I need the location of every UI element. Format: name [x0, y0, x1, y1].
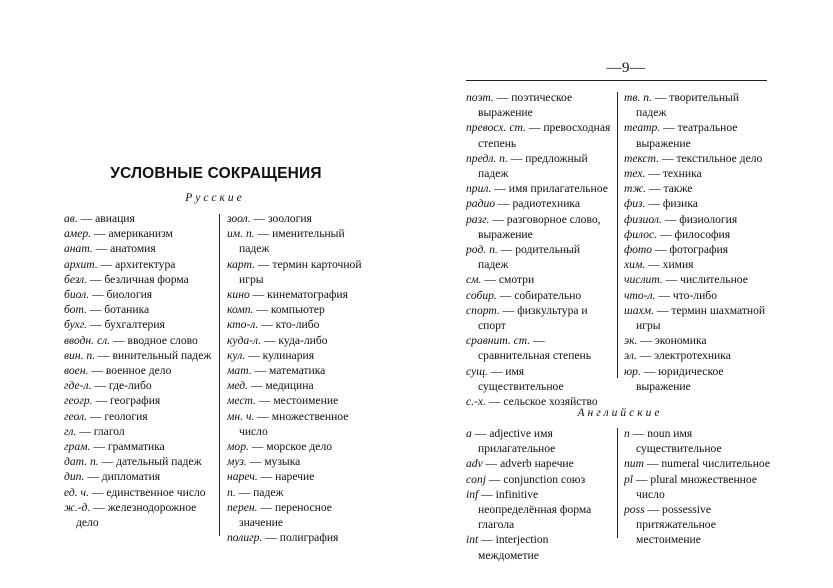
abbreviation-definition: — военное дело	[88, 364, 172, 378]
abbreviation-term: где-л.	[64, 379, 92, 393]
abbreviation-entry	[466, 90, 611, 120]
abbreviation-definition: — собирательно	[496, 288, 582, 302]
abbreviation-term: кул.	[227, 348, 246, 362]
abbreviation-term: им. п.	[227, 227, 255, 241]
abbreviation-term: предл. п.	[466, 151, 508, 165]
abbreviation-term: ав.	[64, 212, 78, 225]
russian-column-4	[624, 90, 770, 394]
abbreviation-term: мор.	[227, 440, 249, 454]
abbreviation-term: архит.	[64, 257, 98, 271]
abbreviation-definition: — винительный падеж	[95, 348, 212, 362]
abbreviation-definition: — вводное слово	[110, 333, 198, 347]
abbreviation-entry	[64, 241, 214, 256]
abbreviation-definition: — имя существительное	[478, 364, 564, 393]
abbreviation-term: род. п.	[466, 243, 498, 257]
abbreviation-definition: — анатомия	[92, 242, 156, 256]
abbreviation-term: числит.	[624, 273, 663, 287]
abbreviation-entry	[64, 409, 214, 424]
abbreviation-term: ед. ч.	[64, 485, 89, 499]
page-title: УСЛОВНЫЕ СОКРАЩЕНИЯ	[110, 165, 322, 182]
abbreviation-entry	[64, 226, 214, 241]
abbreviation-entry	[64, 317, 214, 332]
abbreviation-entry	[466, 456, 612, 471]
abbreviation-definition: — кулинария	[245, 348, 315, 362]
header-rule	[466, 80, 767, 81]
abbreviation-definition: — геология	[86, 409, 148, 423]
abbreviation-term: adv	[466, 457, 483, 471]
abbreviation-entry	[466, 487, 612, 533]
abbreviation-entry	[227, 500, 371, 530]
abbreviation-term: разг.	[466, 212, 490, 226]
abbreviation-definition: — химия	[645, 258, 694, 272]
abbreviation-definition: — превосходная степень	[478, 121, 611, 150]
abbreviation-definition: — бухгалтерия	[87, 318, 165, 332]
abbreviation-entry	[64, 348, 214, 363]
abbreviation-term: conj	[466, 472, 486, 486]
abbreviation-term: эл.	[624, 349, 637, 363]
abbreviation-definition: — единственное число	[88, 485, 206, 499]
abbreviation-term: текст.	[624, 151, 660, 165]
abbreviation-entry	[466, 532, 612, 562]
abbreviation-term: inf	[466, 487, 479, 501]
abbreviation-term: спорт.	[466, 303, 500, 317]
abbreviation-term: мат.	[227, 364, 252, 378]
abbreviation-entry	[64, 363, 214, 378]
abbreviation-definition: — где-либо	[91, 379, 152, 393]
section-heading-english: Английские	[577, 407, 663, 419]
abbreviation-term: собир.	[466, 288, 497, 302]
abbreviation-term: превосх. ст.	[466, 121, 526, 135]
section-heading-russian: Русские	[185, 192, 245, 204]
abbreviation-definition: — предложный падеж	[478, 151, 588, 181]
abbreviation-entry	[227, 226, 371, 256]
abbreviation-term: муз.	[227, 455, 247, 469]
abbreviation-entry	[624, 151, 770, 166]
abbreviation-term: гл.	[64, 424, 77, 438]
abbreviation-definition: — морское дело	[248, 440, 333, 454]
abbreviation-term: зоол.	[227, 212, 251, 225]
abbreviation-term: pl	[624, 472, 634, 486]
abbreviation-term: вводн. сл.	[64, 333, 111, 347]
abbreviation-entry	[64, 424, 214, 439]
abbreviation-entry	[227, 485, 371, 500]
abbreviation-definition: — разговорное слово, выражение	[478, 212, 601, 241]
abbreviation-term: юр.	[624, 364, 641, 378]
abbreviation-term: тв. п.	[624, 91, 652, 104]
abbreviation-entry	[624, 333, 770, 348]
abbreviation-term: безл.	[64, 272, 88, 286]
abbreviation-term: кино	[227, 288, 250, 302]
abbreviation-term: куда-л.	[227, 333, 262, 347]
page-number: —9—	[606, 60, 646, 76]
abbreviation-definition: — наречие	[257, 470, 315, 484]
abbreviation-entry	[624, 212, 770, 227]
abbreviation-term: poss	[624, 503, 645, 517]
abbreviation-term: n	[624, 427, 630, 440]
abbreviation-definition: — родительный падеж	[478, 243, 581, 272]
abbreviation-term: бот.	[64, 303, 87, 317]
abbreviation-definition: — электротехника	[636, 349, 731, 363]
abbreviation-definition: — американизм	[91, 227, 173, 241]
abbreviation-definition: — фотография	[652, 243, 729, 257]
abbreviation-definition: — ботаника	[86, 303, 150, 317]
abbreviation-definition: — что-либо	[655, 288, 717, 302]
abbreviation-entry	[466, 120, 611, 150]
abbreviation-definition: — interjection междометие	[478, 533, 549, 562]
abbreviation-entry	[64, 272, 214, 287]
abbreviation-entry	[466, 151, 611, 181]
abbreviation-definition: — термин карточной игры	[239, 257, 362, 286]
abbreviation-entry	[227, 409, 371, 439]
abbreviation-definition: — техника	[645, 167, 702, 181]
column-divider-right-top	[617, 92, 618, 378]
abbreviation-term: бухг.	[64, 318, 88, 332]
abbreviation-term: шахм.	[624, 303, 654, 317]
abbreviation-definition: — смотри	[481, 273, 535, 287]
abbreviation-entry	[227, 211, 371, 226]
abbreviation-definition: — грамматика	[90, 440, 165, 454]
abbreviation-definition: — экономика	[637, 334, 707, 348]
abbreviation-definition: — именительный падеж	[239, 227, 345, 256]
abbreviation-entry	[466, 242, 611, 272]
abbreviation-entry	[227, 363, 371, 378]
abbreviation-entry	[227, 393, 371, 408]
abbreviation-entry	[466, 272, 611, 287]
abbreviation-definition: — множественное число	[239, 409, 349, 438]
english-column-2	[624, 426, 770, 548]
abbreviation-definition: — сельское хозяйство	[485, 395, 598, 409]
abbreviation-entry	[624, 456, 770, 471]
abbreviation-term: п.	[227, 485, 236, 499]
abbreviation-term: a	[466, 427, 472, 440]
abbreviation-definition: — биология	[89, 288, 153, 302]
abbreviation-entry	[64, 211, 214, 226]
english-column-1	[466, 426, 612, 563]
abbreviation-term: см.	[466, 273, 482, 287]
abbreviation-definition: — adjective имя прилагательное	[471, 427, 556, 456]
abbreviation-entry	[64, 287, 214, 302]
abbreviation-definition: — кто-либо	[258, 318, 320, 332]
abbreviation-definition: — plural множественное число	[633, 472, 757, 501]
abbreviation-definition: — числительное	[662, 273, 748, 287]
abbreviation-entry	[624, 303, 770, 333]
abbreviation-entry	[64, 469, 214, 484]
abbreviation-definition: — possessive притяжательное местоимение	[636, 503, 716, 547]
abbreviation-definition: — музыка	[246, 455, 301, 469]
abbreviation-term: int	[466, 533, 479, 547]
abbreviation-definition: — философия	[657, 227, 731, 241]
abbreviation-definition: — глагол	[76, 424, 125, 438]
abbreviation-term: сравнит. ст.	[466, 334, 531, 348]
abbreviation-entry	[624, 181, 770, 196]
abbreviation-entry	[466, 196, 611, 211]
abbreviation-entry	[64, 454, 214, 469]
abbreviation-entry	[624, 364, 770, 394]
abbreviation-entry	[466, 472, 612, 487]
abbreviation-term: num	[624, 457, 644, 471]
abbreviation-entry	[466, 364, 611, 394]
abbreviation-definition: — кинематография	[249, 288, 348, 302]
abbreviation-entry	[624, 166, 770, 181]
abbreviation-definition: — математика	[251, 364, 326, 378]
abbreviation-definition: — adverb наречие	[482, 457, 574, 471]
abbreviation-term: фото	[624, 243, 653, 257]
abbreviation-definition: — творительный падеж	[636, 91, 740, 120]
abbreviation-definition: — дипломатия	[84, 470, 161, 484]
abbreviation-term: хим.	[624, 258, 646, 272]
abbreviation-definition: — авиация	[77, 212, 135, 225]
abbreviation-term: вин. п.	[64, 348, 96, 362]
abbreviation-entry	[227, 348, 371, 363]
abbreviation-definition: — conjunction союз	[485, 472, 586, 486]
abbreviation-term: нареч.	[227, 470, 258, 484]
abbreviation-definition: — радиотехника	[495, 197, 581, 211]
abbreviation-entry	[466, 288, 611, 303]
abbreviation-definition: — физиология	[661, 212, 738, 226]
abbreviation-entry	[227, 469, 371, 484]
abbreviation-entry	[624, 288, 770, 303]
abbreviation-entry	[227, 287, 371, 302]
abbreviation-entry	[227, 454, 371, 469]
abbreviation-definition: — компьютер	[253, 303, 325, 317]
abbreviation-entry	[624, 426, 770, 456]
abbreviation-term: эк.	[624, 334, 638, 348]
abbreviation-definition: — также	[646, 182, 693, 196]
abbreviation-entry	[624, 242, 770, 257]
abbreviation-term: тех.	[624, 167, 646, 181]
abbreviation-definition: — поэтическое выражение	[478, 91, 573, 120]
abbreviation-term: физ.	[624, 197, 646, 211]
abbreviation-entry	[624, 348, 770, 363]
abbreviation-definition: — зоология	[250, 212, 312, 225]
abbreviation-definition: — физика	[645, 197, 698, 211]
abbreviation-definition: — падеж	[235, 485, 284, 499]
abbreviation-entry	[227, 302, 371, 317]
abbreviation-definition: — сравнительная степень	[478, 334, 592, 363]
abbreviation-entry	[227, 439, 371, 454]
abbreviation-term: мест.	[227, 394, 256, 408]
abbreviation-entry	[466, 212, 611, 242]
abbreviation-term: перен.	[227, 500, 258, 514]
abbreviation-term: дат. п.	[64, 455, 99, 469]
abbreviation-term: дип.	[64, 470, 85, 484]
abbreviation-definition: — физкультура и спорт	[478, 303, 588, 333]
abbreviation-entry	[64, 439, 214, 454]
abbreviation-term: театр.	[624, 121, 661, 135]
abbreviation-definition: — безличная форма	[87, 272, 189, 286]
abbreviation-entry	[624, 90, 770, 120]
abbreviation-definition: — infinitive неопределённая форма глагола	[478, 487, 592, 532]
abbreviation-entry	[466, 181, 611, 196]
abbreviation-entry	[64, 500, 214, 530]
abbreviation-definition: — архитектура	[97, 257, 176, 271]
abbreviation-term: поэт.	[466, 91, 494, 104]
abbreviation-definition: — полиграфия	[262, 531, 339, 545]
abbreviation-entry	[64, 333, 214, 348]
abbreviation-term: тж.	[624, 182, 647, 196]
abbreviation-term: что-л.	[624, 288, 656, 302]
abbreviation-entry	[624, 227, 770, 242]
abbreviation-term: комп.	[227, 303, 254, 317]
abbreviation-definition: — переносное значение	[239, 500, 332, 530]
abbreviation-entry	[466, 303, 611, 333]
abbreviation-term: ж.-д.	[64, 500, 91, 514]
abbreviation-term: карт.	[227, 257, 255, 271]
abbreviation-definition: — железнодорожное дело	[76, 500, 197, 530]
abbreviation-definition: — дательный падеж	[98, 455, 202, 469]
abbreviation-entry	[624, 272, 770, 287]
abbreviation-entry	[624, 502, 770, 548]
abbreviation-definition: — куда-либо	[261, 333, 328, 347]
abbreviation-entry	[227, 317, 371, 332]
abbreviation-term: амер.	[64, 227, 92, 241]
abbreviation-definition: — медицина	[248, 379, 314, 393]
abbreviation-term: мед.	[227, 379, 249, 393]
abbreviation-term: кто-л.	[227, 318, 259, 332]
abbreviation-term: сущ.	[466, 364, 488, 378]
abbreviation-entry	[64, 302, 214, 317]
abbreviation-term: биол.	[64, 288, 90, 302]
abbreviation-definition: — имя прилагательное	[491, 182, 608, 196]
abbreviation-definition: — юридическое выражение	[636, 364, 724, 393]
abbreviation-term: с.-х.	[466, 395, 486, 409]
russian-column-1	[64, 211, 214, 530]
abbreviation-entry	[624, 120, 770, 150]
abbreviation-definition: — numeral числительное	[643, 457, 770, 471]
abbreviation-entry	[64, 485, 214, 500]
abbreviation-definition: — местоимение	[255, 394, 339, 408]
abbreviation-term: мн. ч.	[227, 409, 255, 423]
abbreviation-definition: — текстильное дело	[659, 151, 763, 165]
abbreviation-term: физиол.	[624, 212, 662, 226]
abbreviation-entry	[624, 257, 770, 272]
abbreviation-entry	[64, 378, 214, 393]
abbreviation-entry	[227, 530, 371, 545]
russian-column-3	[466, 90, 611, 409]
abbreviation-term: грам.	[64, 440, 91, 454]
abbreviation-definition: — театральное выражение	[636, 121, 738, 150]
abbreviation-entry	[227, 257, 371, 287]
abbreviation-term: воен.	[64, 364, 89, 378]
abbreviation-term: радио	[466, 197, 496, 211]
russian-column-2	[227, 211, 371, 545]
abbreviation-entry	[227, 333, 371, 348]
abbreviation-term: геогр.	[64, 394, 93, 408]
abbreviation-entry	[624, 472, 770, 502]
abbreviation-term: прил.	[466, 182, 492, 196]
abbreviation-entry	[624, 196, 770, 211]
abbreviation-definition: — термин шахматной игры	[636, 303, 766, 333]
column-divider-left	[219, 214, 220, 536]
abbreviation-term: филос.	[624, 227, 658, 241]
abbreviation-entry	[466, 426, 612, 456]
abbreviation-definition: — география	[92, 394, 161, 408]
abbreviation-term: анат.	[64, 242, 93, 256]
abbreviation-term: полигр.	[227, 531, 263, 545]
abbreviation-entry	[64, 257, 214, 272]
abbreviation-definition: — noun имя существительное	[629, 427, 722, 456]
column-divider-right-bottom	[617, 428, 618, 538]
abbreviation-entry	[64, 393, 214, 408]
abbreviation-entry	[466, 333, 611, 363]
abbreviation-entry	[227, 378, 371, 393]
abbreviation-term: геол.	[64, 409, 87, 423]
